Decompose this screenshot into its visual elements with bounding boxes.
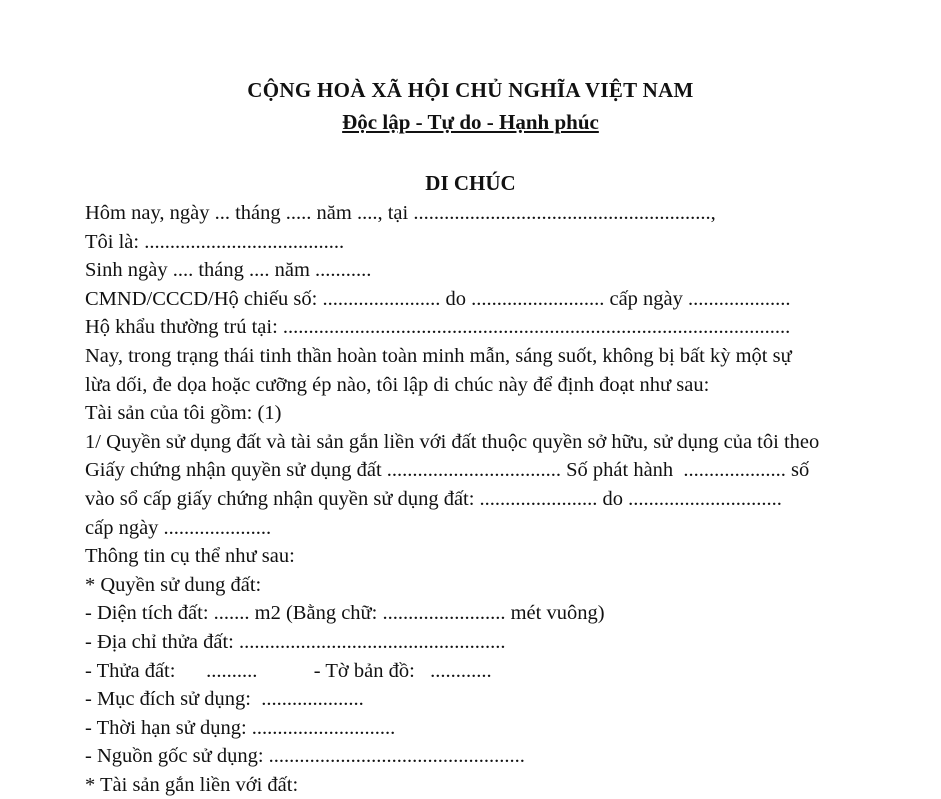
id-document-line: CMND/CCCD/Hộ chiếu số: ....................... do .......................... cấp ngày .................... bbox=[85, 287, 791, 310]
declaration-line-2: lừa dối, đe dọa hoặc cưỡng ép nào, tôi lập di chúc này để định đoạt như sau: bbox=[85, 373, 710, 396]
parcel-map-line: - Thửa đất: .......... - Tờ bản đồ: ............ bbox=[85, 659, 492, 682]
document-body bbox=[85, 199, 885, 799]
birth-date-line: Sinh ngày .... tháng .... năm ........... bbox=[85, 259, 372, 282]
land-rights-line-3: vào sổ cấp giấy chứng nhận quyền sử dụng đất: ....................... do .............................. bbox=[85, 487, 782, 510]
land-rights-line-2: Giấy chứng nhận quyền sử dụng đất .................................. Số phát hành .................... số bbox=[85, 459, 810, 482]
date-place-line: Hôm nay, ngày ... tháng ..... năm ...., tại .........................................................., bbox=[85, 202, 716, 224]
assets-heading: Tài sản của tôi gồm: (1) bbox=[85, 402, 282, 425]
usage-term-line: - Thời hạn sử dụng: ............................ bbox=[85, 716, 396, 739]
land-area-line: - Diện tích đất: ....... m2 (Bằng chữ: ........................ mét vuông) bbox=[85, 602, 605, 625]
declaration-line-1: Nay, trong trạng thái tinh thần hoàn toàn minh mẫn, sáng suốt, không bị bất kỳ một sự bbox=[85, 344, 792, 367]
land-address-line: - Địa chỉ thửa đất: .................................................... bbox=[85, 630, 506, 653]
attached-assets-heading: * Tài sản gắn liền với đất: bbox=[85, 773, 299, 796]
land-rights-line-4: cấp ngày ..................... bbox=[85, 516, 272, 539]
usage-purpose-line: - Mục đích sử dụng: .................... bbox=[85, 688, 364, 711]
testator-name-line: Tôi là: ....................................... bbox=[85, 230, 345, 253]
national-title: CỘNG HOÀ XÃ HỘI CHỦ NGHĨA VIỆT NAM bbox=[247, 78, 694, 102]
national-motto: Độc lập - Tự do - Hạnh phúc bbox=[342, 110, 599, 134]
residence-line: Hộ khẩu thường trú tại: ................................................................................................... bbox=[85, 316, 791, 339]
land-use-heading: * Quyền sử dung đất: bbox=[85, 573, 262, 596]
document-title: DI CHÚC bbox=[425, 171, 516, 195]
details-heading: Thông tin cụ thể như sau: bbox=[85, 545, 295, 568]
usage-origin-line: - Nguồn gốc sử dụng: .................................................. bbox=[85, 745, 525, 768]
land-rights-line-1: 1/ Quyền sử dụng đất và tài sản gắn liền với đất thuộc quyền sở hữu, sử dụng của tôi theo bbox=[85, 430, 820, 453]
